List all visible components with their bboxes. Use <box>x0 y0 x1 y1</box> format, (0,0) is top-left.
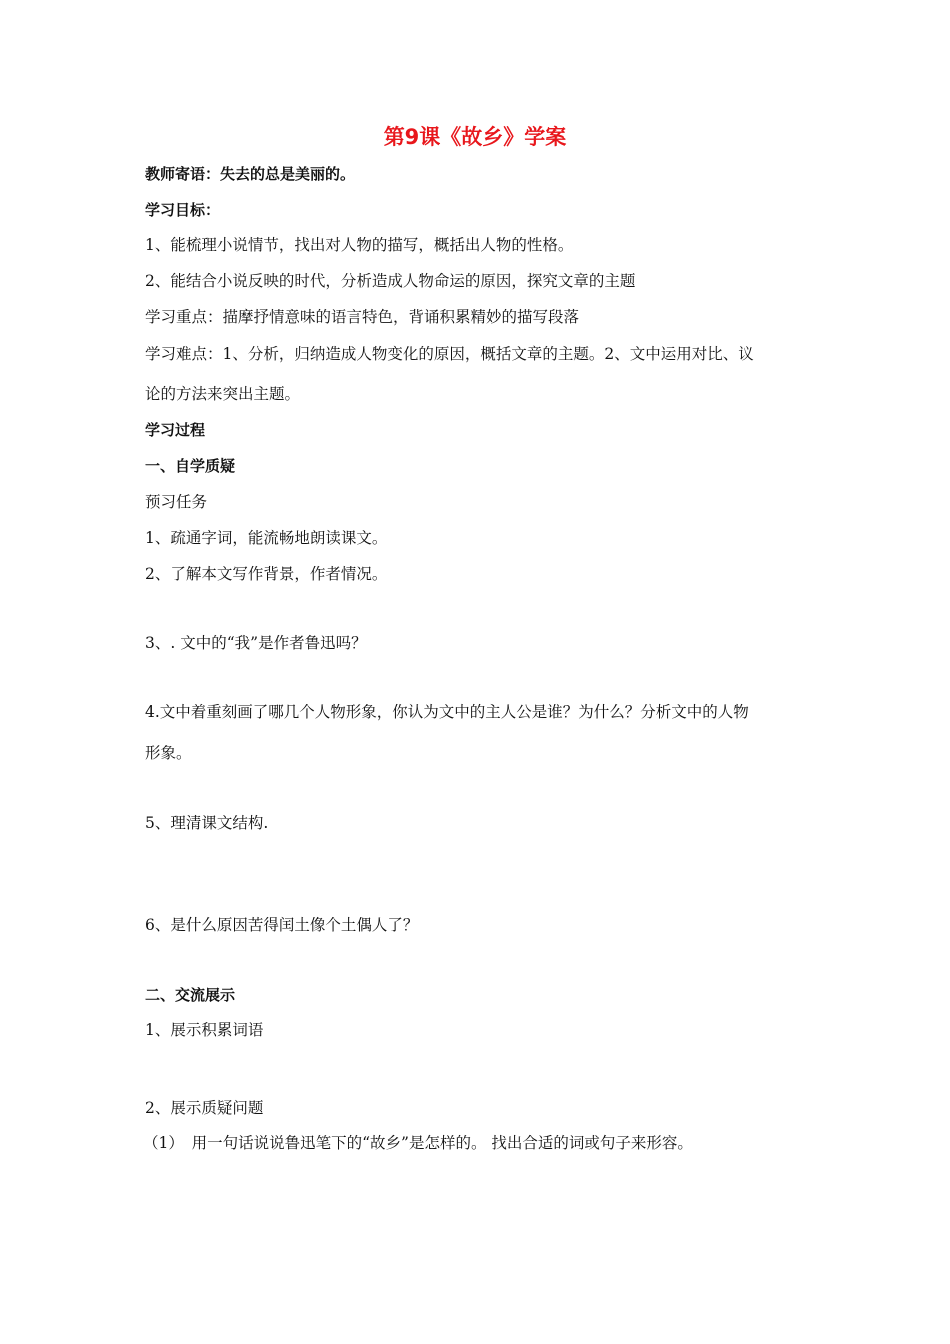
task-3: 3、. 文中的“我”是作者鲁迅吗？ <box>145 634 367 652</box>
difficult-point-line2: 论的方法来突出主题。 <box>145 385 301 403</box>
show-1: 1、展示积累词语 <box>145 1021 264 1039</box>
teacher-motto: 教师寄语：失去的总是美丽的。 <box>145 165 356 183</box>
task-6: 6、是什么原因苦得闰土像个土偶人了？ <box>145 916 419 934</box>
task-2: 2、了解本文写作背景，作者情况。 <box>145 565 388 583</box>
section2-heading: 二、交流展示 <box>145 986 236 1004</box>
difficult-point-line1: 学习难点：1、分析，归纳造成人物变化的原因，概括文章的主题。2、文中运用对比、议 <box>145 345 754 363</box>
preview-heading: 预习任务 <box>145 493 208 511</box>
process-heading: 学习过程 <box>145 421 206 439</box>
goals-heading: 学习目标： <box>145 201 221 219</box>
show-2: 2、展示质疑问题 <box>145 1099 264 1117</box>
page-title: 第9课《故乡》学案 <box>383 125 567 149</box>
key-point: 学习重点：描摩抒情意味的语言特色，背诵积累精妙的描写段落 <box>145 308 580 326</box>
task-4-line1: 4.文中着重刻画了哪几个人物形象，你认为文中的主人公是谁？为什么？分析文中的人物 <box>145 703 749 721</box>
goal-1: 1、能梳理小说情节，找出对人物的描写，概括出人物的性格。 <box>145 236 574 254</box>
task-1: 1、疏通字词，能流畅地朗读课文。 <box>145 529 388 547</box>
section1-heading: 一、自学质疑 <box>145 457 236 475</box>
question-1: （1） 用一句话说说鲁迅笔下的“故乡”是怎样的。 找出合适的词或句子来形容。 <box>143 1134 693 1152</box>
goal-2: 2、能结合小说反映的时代，分析造成人物命运的原因，探究文章的主题 <box>145 272 636 290</box>
task-5: 5、理清课文结构. <box>145 814 269 832</box>
task-4-line2: 形象。 <box>145 744 192 762</box>
